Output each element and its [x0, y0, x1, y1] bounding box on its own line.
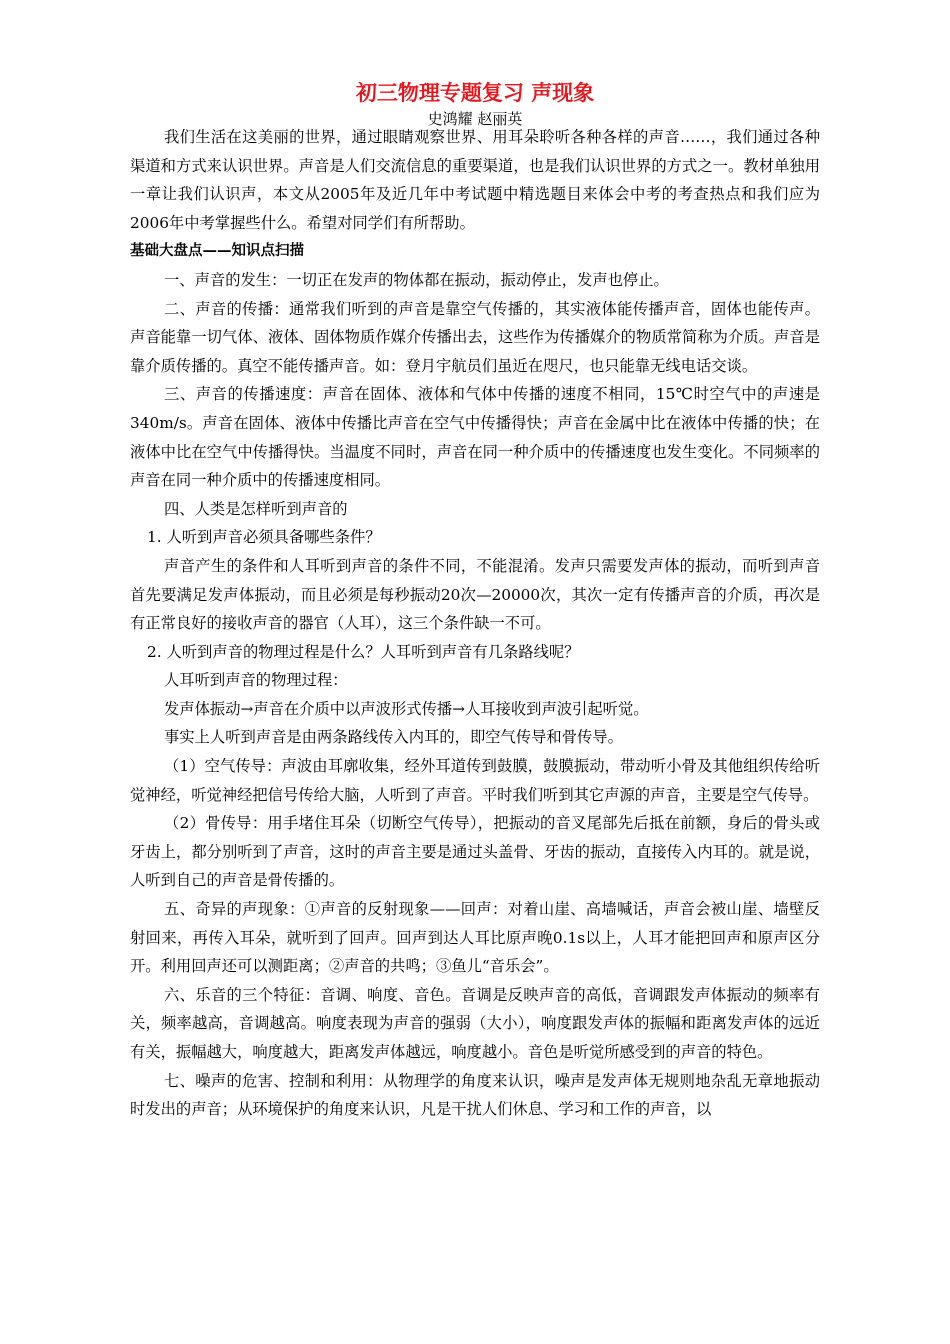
paragraph: 四、人类是怎样听到声音的: [164, 499, 348, 518]
paragraph: 二、声音的传播：通常我们听到的声音是靠空气传播的，其实液体能传播声音，固体也能传声。声音能靠一切气体、液体、固体物质作媒介传播出去，这些作为传播媒介的物质常简称为介质。声音是靠介质传播的。真空不能传播声音。如：登月宇航员们虽近在咫尺，也只能靠无线电话交谈。: [130, 299, 820, 375]
paragraph: 我们生活在这美丽的世界，通过眼睛观察世界、用耳朵聆听各种各样的声音……，我们通过各种渠道和方式来认识世界。声音是人们交流信息的重要渠道，也是我们认识世界的方式之一。教材单独用一章让我们认识声，本文从2005年及近几年中考试题中精选题目来体会中考的考查热点和我们应为2006年中考掌握些什么。希望对同学们有所帮助。: [130, 128, 820, 232]
paragraph: （1）空气传导：声波由耳廓收集，经外耳道传到鼓膜，鼓膜振动，带动听小骨及其他组织传给听觉神经，听觉神经把信号传给大脑，人听到了声音。平时我们听到其它声源的声音，主要是空气传导。: [130, 757, 820, 804]
document-body: [130, 123, 820, 1124]
paragraph: 一、声音的发生：一切正在发声的物体都在振动，振动停止，发声也停止。: [164, 270, 669, 289]
paragraph: 事实上人听到声音是由两条路线传入内耳的，即空气传导和骨传导。: [164, 728, 623, 747]
paragraph: 五、奇异的声现象：①声音的反射现象——回声：对着山崖、高墙喊话，声音会被山崖、墙壁反射回来，再传入耳朵，就听到了回声。回声到达人耳比原声晚0.1s以上，人耳才能把回声和原声区分开。利用回声还可以测距离；②声音的共鸣；③鱼儿“音乐会”。: [130, 900, 820, 976]
paragraph: 人耳听到声音的物理过程：: [164, 671, 348, 690]
authors-line: 史鸿耀 赵丽英: [427, 110, 523, 128]
paragraph: 2. 人听到声音的物理过程是什么？人耳听到声音有几条路线呢？: [147, 642, 580, 661]
paragraph: 七、噪声的危害、控制和利用：从物理学的角度来认识，噪声是发声体无规则地杂乱无章地振动时发出的声音；从环境保护的角度来认识，凡是干扰人们休息、学习和工作的声音，以: [130, 1071, 820, 1119]
paragraph: 三、声音的传播速度：声音在固体、液体和气体中传播的速度不相同，15℃时空气中的声速是340m/s。声音在固体、液体中传播比声音在空气中传播得快；声音在金属中比在液体中传播的快；在液体中比在空气中传播得快。当温度不同时，声音在同一种介质中的传播速度也发生变化。不同频率的声音在同一种介质中的传播速度相同。: [130, 385, 820, 490]
section-heading: 基础大盘点——知识点扫描: [130, 243, 304, 260]
document-title: 初三物理专题复习 声现象: [355, 80, 595, 105]
paragraph: 1. 人听到声音必须具备哪些条件？: [147, 528, 381, 547]
paragraph: 六、乐音的三个特征：音调、响度、音色。音调是反映声音的高低，音调跟发声体振动的频率有关，频率越高，音调越高。响度表现为声音的强弱（大小），响度跟发声体的振幅和距离发声体的远近有关，振幅越大，响度越大，距离发声体越远，响度越小。音色是听觉所感受到的声音的特色。: [130, 985, 820, 1061]
paragraph: 发声体振动→声音在介质中以声波形式传播→人耳接收到声波引起听觉。: [164, 699, 649, 718]
paragraph: 声音产生的条件和人耳听到声音的条件不同，不能混淆。发声只需要发声体的振动，而听到声音首先要满足发声体振动，而且必须是每秒振动20次—20000次，其次一定有传播声音的介质，再次是有正常良好的接收声音的器官（人耳），这三个条件缺一不可。: [130, 556, 820, 633]
paragraph: （2）骨传导：用手堵住耳朵（切断空气传导），把振动的音叉尾部先后抵在前额，身后的骨头或牙齿上，都分别听到了声音，这时的声音主要是通过头盖骨、牙齿的振动，直接传入内耳的。就是说，人听到自己的声音是骨传播的。: [130, 814, 820, 890]
